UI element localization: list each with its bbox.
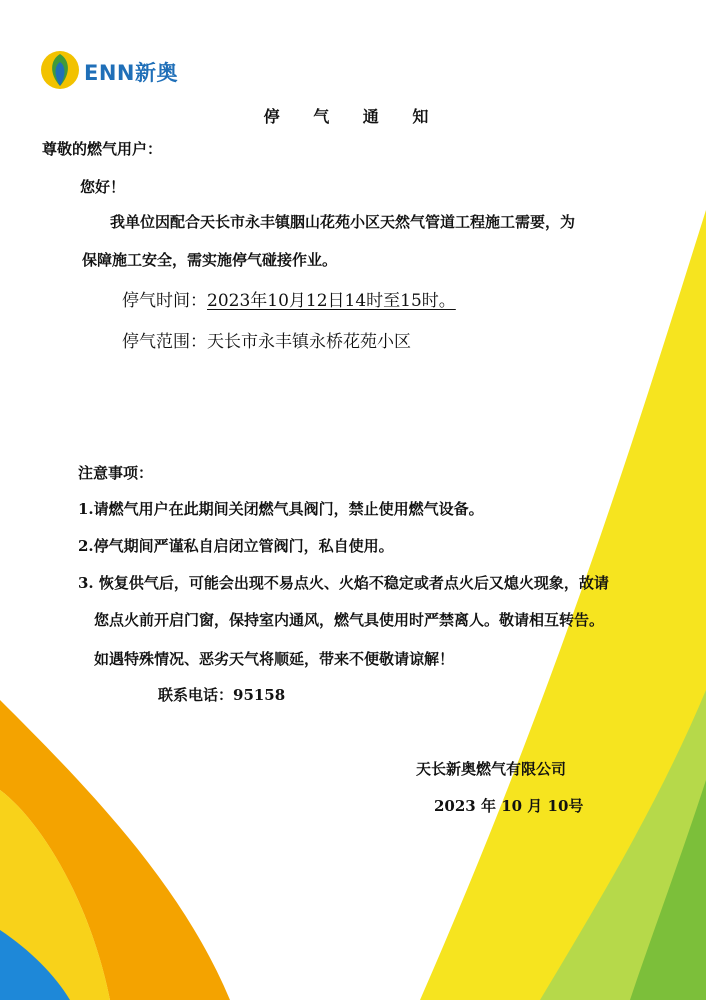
outage-range-value: 天长市永丰镇永桥花苑小区	[207, 332, 411, 352]
notes-item-3-line-1: 3. 恢复供气后，可能会出现不易点火、火焰不稳定或者点火后又熄火现象，故请	[78, 574, 609, 592]
notes-item-1: 1.请燃气用户在此期间关闭燃气具阀门，禁止使用燃气设备。	[78, 500, 484, 518]
outage-time-value: 2023年10月12日14时至15时。	[207, 291, 456, 311]
greeting: 您好！	[80, 178, 126, 196]
notice-title: 停 气 通 知	[263, 107, 443, 126]
notes-item-3-line-2: 您点火前开启门窗，保持室内通风，燃气具使用时严禁离人。敬请相互转告。	[94, 611, 605, 629]
notes-heading: 注意事项：	[78, 464, 154, 482]
enn-logo	[40, 50, 190, 90]
company-name: 天长新奥燃气有限公司	[416, 760, 567, 778]
outage-time-label: 停气时间：	[122, 291, 207, 311]
body-line-2: 保障施工安全，需实施停气碰接作业。	[82, 251, 338, 269]
notice-date: 2023 年 10 月 10号	[434, 797, 584, 815]
outage-range	[122, 327, 411, 352]
notes-item-3-line-3: 如遇特殊情况、恶劣天气将顺延，带来不便敬请谅解！	[94, 650, 455, 668]
notes-item-2: 2.停气期间严谨私自启闭立管阀门，私自使用。	[78, 537, 394, 555]
logo-text: ENN新奥	[84, 61, 178, 85]
enn-leaf-icon	[40, 50, 80, 90]
outage-time	[122, 286, 456, 311]
body-line-1: 我单位因配合天长市永丰镇胭山花苑小区天然气管道工程施工需要，为	[110, 213, 576, 231]
contact-phone: 联系电话：95158	[158, 686, 286, 704]
outage-range-label: 停气范围：	[122, 332, 207, 352]
salutation: 尊敬的燃气用户：	[42, 140, 163, 158]
